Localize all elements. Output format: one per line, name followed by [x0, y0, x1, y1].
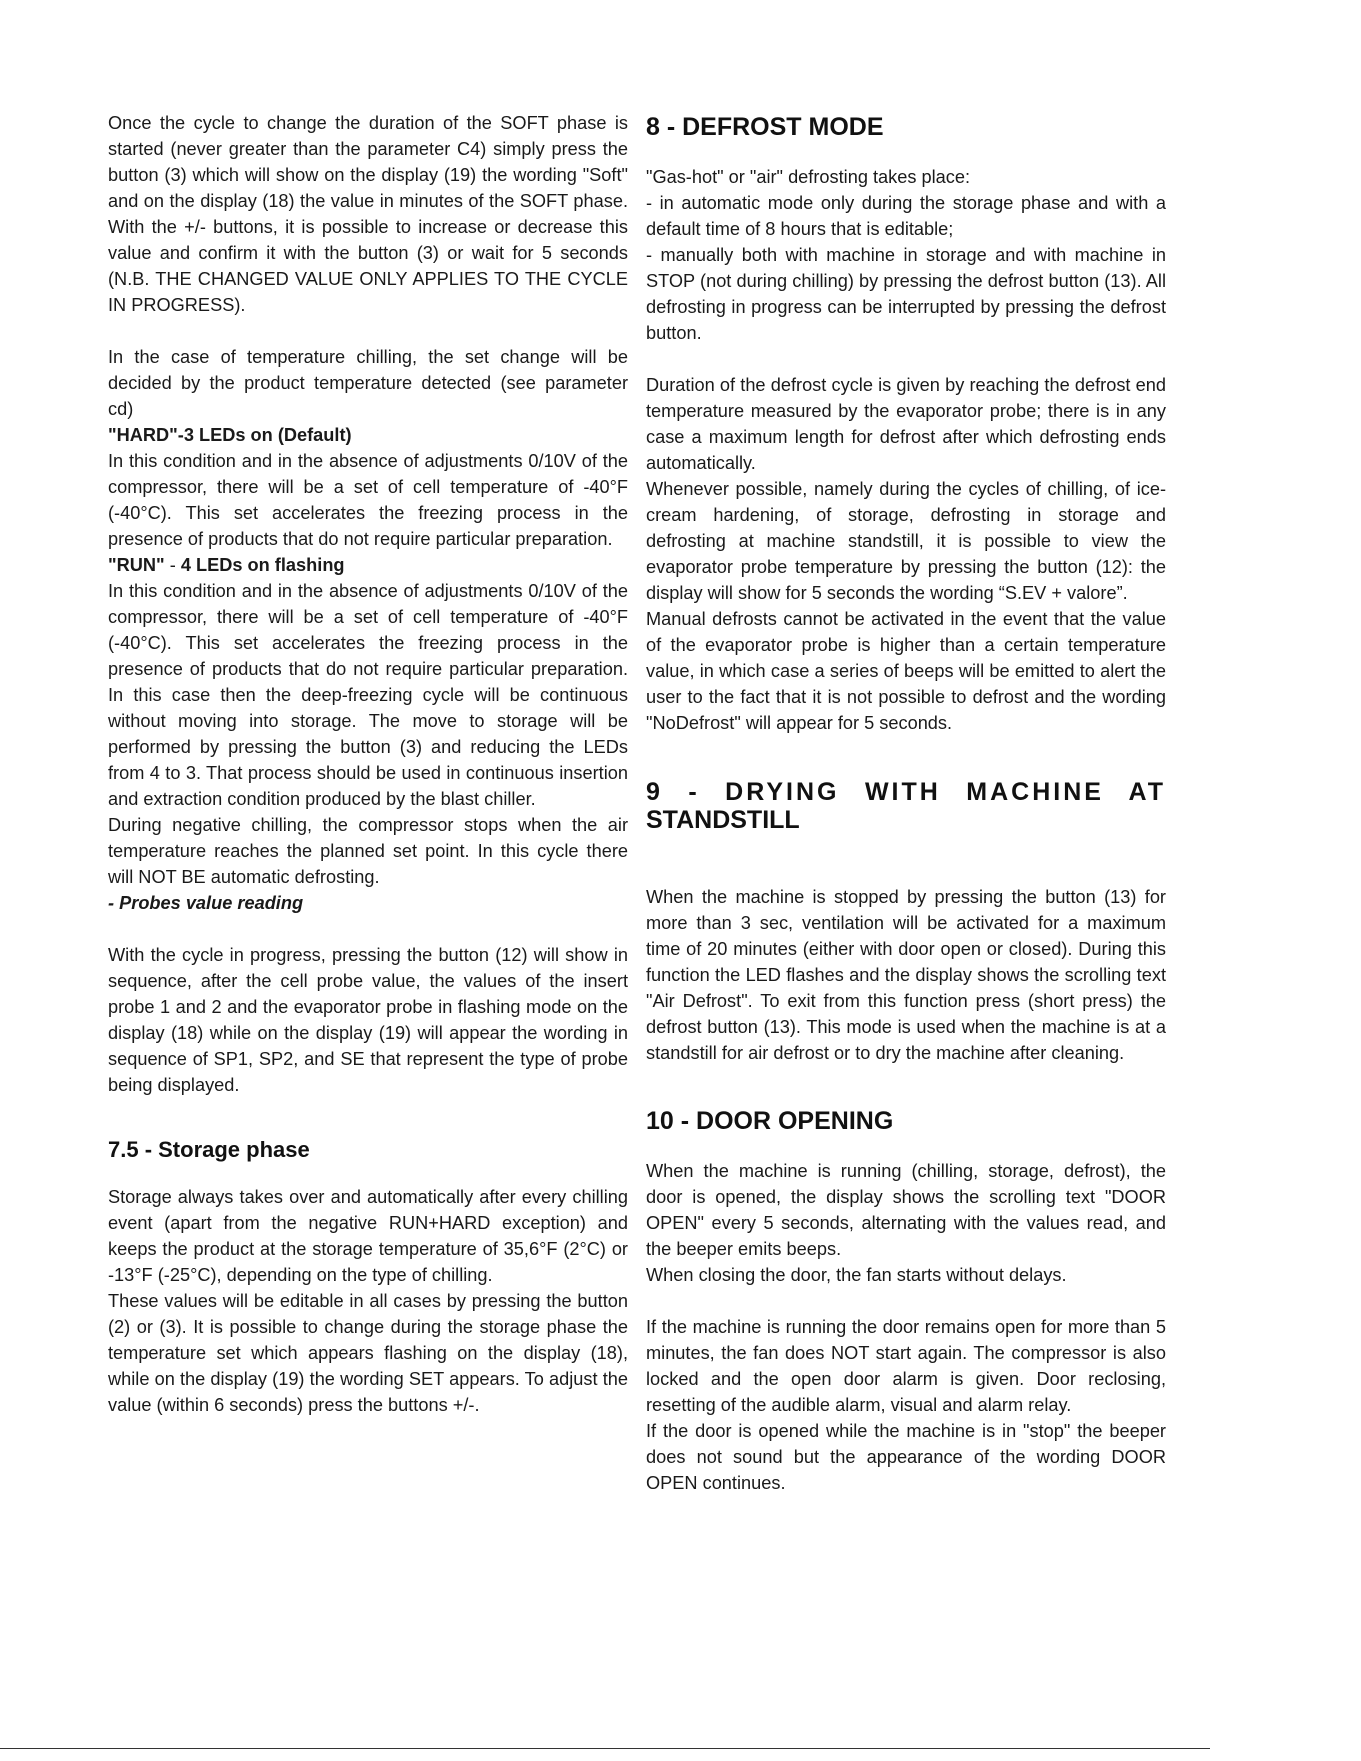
run-mode-title [108, 552, 628, 578]
door-opening-paragraph-1: When the machine is running (chilling, storage, defrost), the door is opened, the display shows the scrolling text "DOOR OPEN" every 5 seconds, alternating with the values read, and the beeper emits beeps. [646, 1161, 1166, 1259]
drying-heading-line2: STANDSTILL [646, 806, 800, 834]
hard-mode-paragraph: In this condition and in the absence of adjustments 0/10V of the compressor, there will be a set of cell temperature of -40°F (-40°C). This set accelerates the freezing process in the presence of products that do not require particular preparation. [108, 451, 628, 549]
right-column [646, 112, 1166, 1496]
door-opening-paragraph-2: When closing the door, the fan starts without delays. [646, 1265, 1067, 1285]
door-opening-paragraph-3: If the machine is running the door remains open for more than 5 minutes, the fan does NOT start again. The compressor is also locked and the open door alarm is given. Door reclosing, resetting of the audible alarm, visual and alarm relay. [646, 1317, 1166, 1415]
defrost-duration: Duration of the defrost cycle is given by reaching the defrost end temperature measured by the evaporator probe; there is in any case a maximum length for defrost after which defrosting ends automatically. [646, 375, 1166, 473]
temperature-chilling-paragraph: In the case of temperature chilling, the set change will be decided by the product temperature detected (see parameter cd) [108, 347, 628, 419]
hard-mode-title: "HARD"-3 LEDs on (Default) [108, 425, 352, 445]
defrost-mode-heading: 8 - DEFROST MODE [646, 113, 884, 141]
run-mode-title-name: "RUN" [108, 555, 165, 575]
defrost-manual-limit: Manual defrosts cannot be activated in the event that the value of the evaporator probe is higher than a certain temperature value, in which case a series of beeps will be emitted to alert the user to the fact that it is not possible to defrost and the wording "NoDefrost" will appear for 5 seconds. [646, 609, 1166, 733]
storage-phase-heading: 7.5 - Storage phase [108, 1137, 310, 1162]
run-mode-title-desc: 4 LEDs on flashing [180, 555, 345, 575]
left-column [108, 110, 628, 1418]
run-mode-title-dash: - [164, 555, 181, 575]
drying-paragraph: When the machine is stopped by pressing the button (13) for more than 3 sec, ventilation will be activated for a maximum time of 20 minutes (either with door open or closed). During this function the LED flashes and the display shows the scrolling text "Air Defrost". To exit from this function press (short press) the defrost button (13). This mode is used when the machine is at a standstill for air defrost or to dry the machine after cleaning. [646, 887, 1166, 1063]
probes-reading-paragraph: With the cycle in progress, pressing the button (12) will show in sequence, after the cell probe value, the values of the insert probe 1 and 2 and the evaporator probe in flashing mode on the display (18) while on the display (19) will appear the wording in sequence of SP1, SP2, and SE that represent the type of probe being displayed. [108, 945, 628, 1095]
footer-rule [0, 1748, 1210, 1749]
door-opening-heading: 10 - DOOR OPENING [646, 1107, 894, 1135]
defrost-evaporator-view: Whenever possible, namely during the cycles of chilling, of ice-cream hardening, of storage, defrosting in storage and defrosting at machine standstill, it is possible to view the evaporator probe temperature by pressing the button (12): the display will show for 5 seconds the wording “S.EV + valore”. [646, 479, 1166, 603]
drying-heading-line1: 9 - DRYING WITH MACHINE AT [646, 778, 1166, 806]
defrost-manual: - manually both with machine in storage and with machine in STOP (not during chilling) by pressing the defrost button (13). All defrosting in progress can be interrupted by pressing the defrost button. [646, 245, 1166, 343]
storage-phase-paragraph-2: These values will be editable in all cases by pressing the button (2) or (3). It is possible to change during the storage phase the temperature set which appears flashing on the display (18), while on the display (19) the wording SET appears. To adjust the value (within 6 seconds) press the buttons +/-. [108, 1291, 628, 1415]
defrost-automatic: - in automatic mode only during the storage phase and with a default time of 8 hours that is editable; [646, 193, 1166, 239]
negative-chilling-paragraph: During negative chilling, the compressor stops when the air temperature reaches the planned set point. In this cycle there will NOT BE automatic defrosting. [108, 815, 628, 887]
storage-phase-paragraph-1: Storage always takes over and automatically after every chilling event (apart from the negative RUN+HARD exception) and keeps the product at the storage temperature of 35,6°F (2°C) or -13°F (-25°C), depending on the type of chilling. [108, 1187, 628, 1285]
run-mode-paragraph: In this condition and in the absence of adjustments 0/10V of the compressor, there will be a set of cell temperature of -40°F (-40°C). This set accelerates the freezing process in the presence of products that do not require particular preparation. In this case then the deep-freezing cycle will be continuous without moving into storage. The move to storage will be performed by pressing the button (3) and reducing the LEDs from 4 to 3. That process should be used in continuous insertion and extraction condition produced by the blast chiller. [108, 581, 628, 809]
probes-reading-title: - Probes value reading [108, 893, 304, 913]
door-opening-paragraph-4: If the door is opened while the machine is in "stop" the beeper does not sound but the appearance of the wording DOOR OPEN continues. [646, 1421, 1166, 1493]
drying-heading [646, 778, 1166, 834]
soft-phase-paragraph: Once the cycle to change the duration of the SOFT phase is started (never greater than the parameter C4) simply press the button (3) which will show on the display (19) the wording "Soft" and on the display (18) the value in minutes of the SOFT phase. With the +/- buttons, it is possible to increase or decrease this value and confirm it with the button (3) or wait for 5 seconds (N.B. THE CHANGED VALUE ONLY APPLIES TO THE CYCLE IN PROGRESS). [108, 113, 628, 315]
defrost-intro: "Gas-hot" or "air" defrosting takes place: [646, 167, 971, 187]
